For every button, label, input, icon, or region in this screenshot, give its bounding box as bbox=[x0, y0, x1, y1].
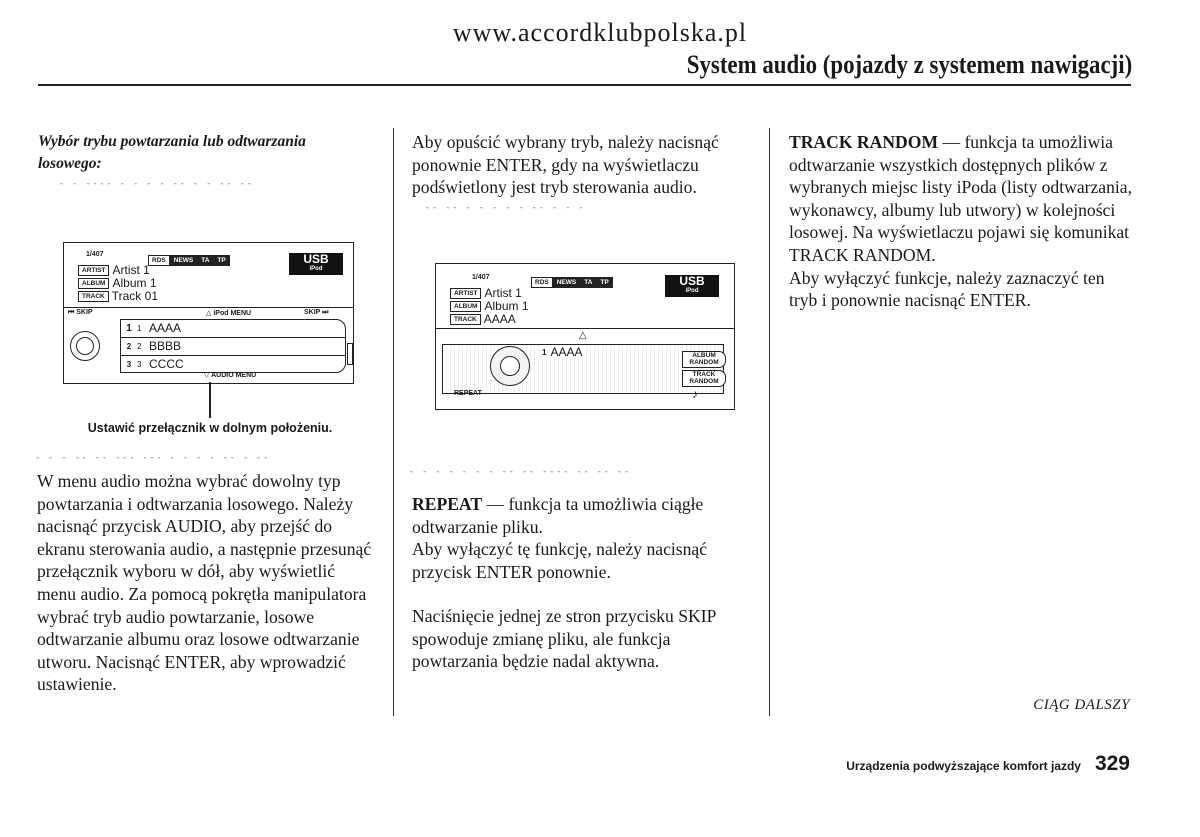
usb-badge: USB iPod bbox=[665, 275, 719, 297]
list-num: 3 bbox=[126, 360, 132, 369]
audio-screen-diagram-1 bbox=[63, 242, 354, 384]
track-random-off: Aby wyłączyć funkcje, należy zaznaczyć ten tryb i ponownie nacisnąć ENTER. bbox=[789, 267, 1105, 311]
scan-speck: -- -- - - - - - -- - - - bbox=[426, 202, 587, 212]
artist-tag: ARTIST bbox=[78, 265, 109, 276]
repeat-heading: REPEAT bbox=[412, 494, 483, 514]
section-title: System audio (pojazdy z systemem nawigacji) bbox=[686, 50, 1132, 79]
track-random-heading: TRACK RANDOM bbox=[789, 132, 939, 152]
status-tags bbox=[531, 277, 613, 288]
track-tag: TRACK bbox=[450, 314, 481, 325]
track-random-desc: funkcja ta umożliwia odtwarzanie wszystkich dostępnych plików z wybranych miejsc listy iPoda (listy odtwarzania, wykonawcy, albumy lub utwory) w kolejności losowej. Na wyświetlaczu pojawi się komunikat TRACK RANDOM. bbox=[789, 132, 1133, 265]
footer-text: Urządzenia podwyższające komfort jazdy bbox=[846, 759, 1081, 773]
figure-caption: Ustawić przełącznik w dolnym położeniu. bbox=[87, 421, 333, 435]
repeat-section bbox=[412, 493, 748, 583]
scan-speck: - - ---- - - - - -- - - -- -- bbox=[60, 178, 255, 188]
column-divider-2 bbox=[769, 128, 770, 716]
repeat-off: Aby wyłączyć tę funkcję, należy nacisnąć przycisk ENTER ponownie. bbox=[412, 539, 708, 582]
tag-rds: RDS bbox=[531, 277, 553, 288]
info-rows bbox=[78, 264, 158, 303]
repeat-desc: funkcja ta umożliwia ciągłe odtwarzanie pliku. bbox=[412, 494, 704, 537]
up-arrow-icon: △ bbox=[579, 330, 587, 341]
track-count: 1/407 bbox=[472, 274, 490, 281]
info-rows bbox=[450, 287, 529, 326]
tag-news: NEWS bbox=[553, 277, 581, 288]
list-item: BBBB bbox=[149, 339, 182, 353]
page-number: 329 bbox=[1094, 752, 1130, 775]
list-num: 2 bbox=[126, 342, 132, 351]
repeat-label: REPEAT bbox=[454, 390, 482, 397]
skip-note: Naciśnięcie jednej ze stron przycisku SKIP spowoduje zmianę pliku, ale funkcja powtarzania będzie nadal aktywna. bbox=[412, 606, 716, 672]
divider bbox=[436, 328, 734, 329]
knob-icon bbox=[490, 346, 530, 386]
list-num: 1 bbox=[126, 323, 132, 334]
list-item: CCCC bbox=[149, 357, 184, 371]
music-note-icon: ♪ bbox=[692, 387, 698, 401]
album-value: Album 1 bbox=[112, 276, 157, 290]
ipod-menu-label: iPod MENU bbox=[213, 310, 252, 317]
album-value: Album 1 bbox=[484, 299, 529, 313]
tag-ta: TA bbox=[197, 255, 213, 266]
scan-speck: - - - -- -- --- --- - - - - -- - -- bbox=[36, 452, 272, 462]
col2-intro: Aby opuścić wybrany tryb, należy nacisnąć ponownie ENTER, gdy na wyświetlaczu podświetlony jest tryb sterowania audio. bbox=[412, 132, 719, 198]
col1-body: W menu audio można wybrać dowolny typ powtarzania i odtwarzania losowego. Należy nacisnąć przycisk AUDIO, aby przejść do ekranu sterowania audio, a następnie przesunąć przełącznik wyboru w dół, aby wyświetlić menu audio. Za pomocą pokrętła manipulatora wybrać tryb audio powtarzanie, losowe odtwarzanie albumu oraz losowe odtwarzanie utworu. Nacisnąć ENTER, aby wprowadzić ustawienie. bbox=[37, 471, 372, 695]
status-tags bbox=[148, 255, 230, 266]
track-value: AAAA bbox=[483, 312, 516, 326]
track-list bbox=[120, 319, 346, 373]
knob-icon bbox=[70, 331, 100, 361]
track-value: Track 01 bbox=[111, 289, 158, 303]
album-random-button: ALBUM RANDOM bbox=[682, 351, 726, 368]
skip-right-label: SKIP bbox=[304, 309, 321, 316]
audio-menu: ▽ AUDIO MENU bbox=[204, 372, 257, 379]
selected-row bbox=[540, 346, 584, 359]
continued-label: CIĄG DALSZY bbox=[1033, 697, 1130, 713]
list-idx: 2 bbox=[137, 342, 142, 351]
ipod-menu: △ iPod MENU bbox=[206, 310, 252, 317]
site-url: www.accordklubpolska.pl bbox=[452, 18, 748, 47]
list-idx: 3 bbox=[137, 360, 142, 369]
tag-tp: TP bbox=[596, 277, 612, 288]
subheading: Wybór trybu powtarzania lub odtwarzania losowego: bbox=[38, 133, 306, 172]
track-count: 1/407 bbox=[86, 251, 104, 258]
dash: — bbox=[938, 132, 965, 152]
scrollbar-icon bbox=[347, 343, 353, 365]
skip-right: SKIP ⏭ bbox=[304, 309, 329, 316]
list-idx: 1 bbox=[137, 324, 142, 333]
track-tag: TRACK bbox=[78, 291, 109, 302]
list-num: 1 bbox=[542, 348, 547, 357]
skip-left-label: SKIP bbox=[76, 309, 93, 316]
audio-menu-label: AUDIO MENU bbox=[211, 372, 257, 379]
divider bbox=[64, 307, 353, 308]
album-tag: ALBUM bbox=[78, 278, 109, 289]
track-random-button: TRACK RANDOM bbox=[682, 370, 726, 387]
dash: — bbox=[482, 494, 509, 514]
scan-speck: - - - - - - - -- -- ---- -- -- -- bbox=[410, 466, 632, 476]
usb-badge: USB iPod bbox=[289, 253, 343, 275]
header-rule bbox=[38, 84, 1131, 86]
artist-value: Artist 1 bbox=[112, 263, 150, 277]
list-item: AAAA bbox=[149, 321, 182, 335]
artist-value: Artist 1 bbox=[484, 286, 522, 300]
tag-news: NEWS bbox=[170, 255, 198, 266]
pointer-line bbox=[209, 382, 211, 418]
tag-tp: TP bbox=[213, 255, 229, 266]
page-footer bbox=[846, 752, 1130, 776]
skip-left: ⏮ SKIP bbox=[68, 309, 93, 316]
tag-rds: RDS bbox=[148, 255, 170, 266]
artist-tag: ARTIST bbox=[450, 288, 481, 299]
audio-screen-diagram-2 bbox=[435, 263, 735, 410]
track-random-section bbox=[789, 131, 1133, 312]
album-tag: ALBUM bbox=[450, 301, 481, 312]
list-item: AAAA bbox=[550, 345, 583, 359]
tag-ta: TA bbox=[580, 277, 596, 288]
